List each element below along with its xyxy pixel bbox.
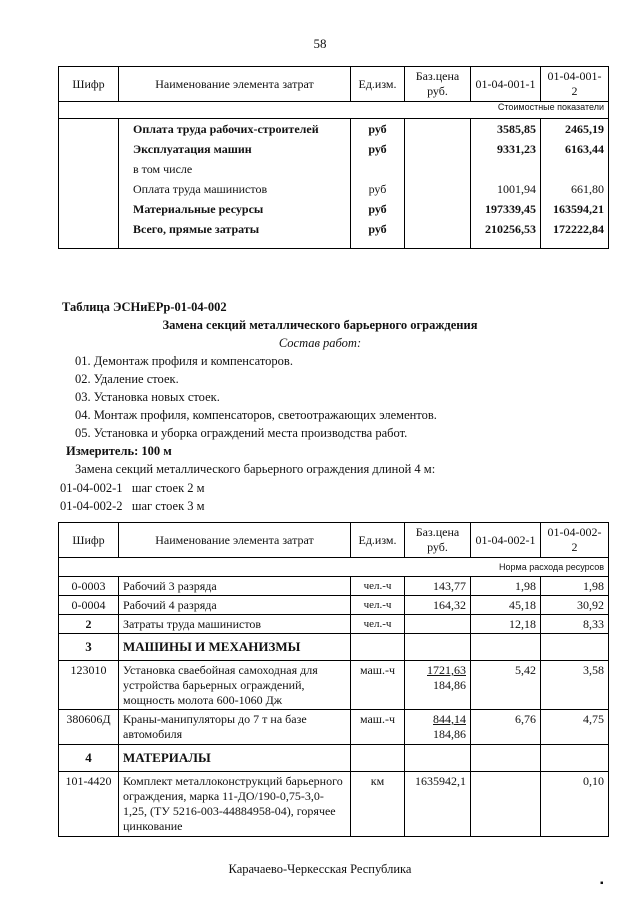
cell-value-1: 5,42 <box>471 661 541 710</box>
price-total: 1721,63 <box>427 663 466 677</box>
cell-value-1: 1,98 <box>471 577 541 596</box>
cell-name: Всего, прямые затраты <box>119 219 351 249</box>
cell-value-2: 163594,21 <box>541 199 609 219</box>
cell-name: Затраты труда машинистов <box>119 615 351 634</box>
cell-price: 143,77 <box>405 577 471 596</box>
resource-norms-table <box>58 522 609 837</box>
cell-value-2: 8,33 <box>541 615 609 634</box>
scan-mark: ▪ <box>600 878 604 889</box>
cell-value-2: 30,92 <box>541 596 609 615</box>
price-labor: 184,86 <box>433 678 466 692</box>
work-item: 05. Установка и уборка ограждений места производства работ. <box>75 426 408 440</box>
cell-code: 101-4420 <box>59 772 119 837</box>
cell-code: 123010 <box>59 661 119 710</box>
table-subheader: Норма расхода ресурсов <box>59 558 609 577</box>
cell-value-1: 6,76 <box>471 710 541 745</box>
cell-price: 1635942,1 <box>405 772 471 837</box>
cell-name: Краны-манипуляторы до 7 т на базе автомобиля <box>119 710 351 745</box>
cell-value-1: 210256,53 <box>471 219 541 249</box>
table-row <box>59 661 609 710</box>
cell-value-1: 9331,23 <box>471 139 541 159</box>
cell-name: Установка сваебойная самоходная для устройства барьерных ограждений, мощность молота 600-1060 Дж <box>119 661 351 710</box>
cell-price: 164,32 <box>405 596 471 615</box>
cell-unit: маш.-ч <box>351 710 405 745</box>
col-header-name: Наименование элемента затрат <box>119 67 351 102</box>
col-header-variant-1: 01-04-001-1 <box>471 67 541 102</box>
cell-price <box>405 615 471 634</box>
cell-code: 2 <box>59 615 119 634</box>
col-header-variant-1: 01-04-002-1 <box>471 523 541 558</box>
cell-value-1: 197339,45 <box>471 199 541 219</box>
section-row <box>59 745 609 772</box>
cell-value-2: 2465,19 <box>541 119 609 140</box>
cell-price <box>405 661 471 710</box>
cell-code: 0-0003 <box>59 577 119 596</box>
cell-unit: чел.-ч <box>351 615 405 634</box>
description: Замена секций металлического барьерного ограждения длиной 4 м: <box>75 462 436 476</box>
price-labor: 184,86 <box>433 727 466 741</box>
cell-name: в том числе <box>119 159 351 179</box>
cell-name: Рабочий 4 разряда <box>119 596 351 615</box>
section-row <box>59 634 609 661</box>
cell-value-2: 661,80 <box>541 179 609 199</box>
cell-unit: чел.-ч <box>351 596 405 615</box>
cell-unit: руб <box>351 179 405 199</box>
composition-heading: Состав работ: <box>278 336 362 350</box>
cell-value-2: 1,98 <box>541 577 609 596</box>
col-header-unit: Ед.изм. <box>351 523 405 558</box>
variant-line <box>60 481 205 496</box>
cell-unit: км <box>351 772 405 837</box>
cell-code: 0-0004 <box>59 596 119 615</box>
cell-value-2: 3,58 <box>541 661 609 710</box>
table-header-row <box>59 523 609 558</box>
cell-code: 380606Д <box>59 710 119 745</box>
col-header-variant-2: 01-04-002-2 <box>541 523 609 558</box>
table-header-row <box>59 67 609 102</box>
cell-unit: руб <box>351 219 405 249</box>
meter: Измеритель: 100 м <box>66 444 172 458</box>
table-row <box>59 119 609 140</box>
page-number: 58 <box>313 36 327 51</box>
work-item: 04. Монтаж профиля, компенсаторов, светоотражающих элементов. <box>75 408 437 422</box>
table-subheader: Стоимостные показатели <box>59 102 609 119</box>
variant-text: шаг стоек 2 м <box>131 481 205 495</box>
cell-name: Эксплуатация машин <box>119 139 351 159</box>
cell-value-2: 0,10 <box>541 772 609 837</box>
table-title: Таблица ЭСНиЕРр-01-04-002 <box>62 300 227 314</box>
table-row <box>59 159 609 179</box>
table-row <box>59 139 609 159</box>
col-header-base-price: Баз.цена руб. <box>405 67 471 102</box>
table-row <box>59 772 609 837</box>
section-subtitle: Замена секций металлического барьерного ограждения <box>162 318 478 332</box>
cell-unit: маш.-ч <box>351 661 405 710</box>
section-name: МАТЕРИАЛЫ <box>119 745 351 772</box>
cell-value-1: 3585,85 <box>471 119 541 140</box>
col-header-code: Шифр <box>59 523 119 558</box>
cell-value-2: 6163,44 <box>541 139 609 159</box>
variant-code: 01-04-002-2 <box>60 499 123 513</box>
table-row <box>59 199 609 219</box>
section-code: 3 <box>59 634 119 661</box>
work-item: 03. Установка новых стоек. <box>75 390 220 404</box>
cell-value-2: 172222,84 <box>541 219 609 249</box>
cell-name: Материальные ресурсы <box>119 199 351 219</box>
cell-unit: чел.-ч <box>351 577 405 596</box>
work-item: 02. Удаление стоек. <box>75 372 179 386</box>
table-row <box>59 710 609 745</box>
variant-text: шаг стоек 3 м <box>131 499 205 513</box>
cell-unit: руб <box>351 139 405 159</box>
variant-code: 01-04-002-1 <box>60 481 123 495</box>
table-row <box>59 577 609 596</box>
section-code: 4 <box>59 745 119 772</box>
col-header-name: Наименование элемента затрат <box>119 523 351 558</box>
cell-name: Оплата труда рабочих-строителей <box>119 119 351 140</box>
page-footer: Карачаево-Черкесская Республика <box>228 862 412 876</box>
cell-unit: руб <box>351 199 405 219</box>
table-row <box>59 596 609 615</box>
cell-name: Комплект металлоконструкций барьерного ограждения, марка 11-ДО/190-0,75-3,0-1,25, (ТУ 5216-003-44884958-04), горячее цинкование <box>119 772 351 837</box>
table-row <box>59 615 609 634</box>
variant-line <box>60 499 205 514</box>
col-header-base-price: Баз.цена руб. <box>405 523 471 558</box>
col-header-code: Шифр <box>59 67 119 102</box>
col-header-unit: Ед.изм. <box>351 67 405 102</box>
table-row <box>59 219 609 249</box>
cell-value-2: 4,75 <box>541 710 609 745</box>
cell-value-1: 12,18 <box>471 615 541 634</box>
section-name: МАШИНЫ И МЕХАНИЗМЫ <box>119 634 351 661</box>
cost-indicators-table <box>58 66 609 249</box>
cell-unit: руб <box>351 119 405 140</box>
col-header-variant-2: 01-04-001-2 <box>541 67 609 102</box>
table-row <box>59 179 609 199</box>
cell-name: Рабочий 3 разряда <box>119 577 351 596</box>
cell-value-1 <box>471 772 541 837</box>
work-item: 01. Демонтаж профиля и компенсаторов. <box>75 354 293 368</box>
cell-name: Оплата труда машинистов <box>119 179 351 199</box>
cell-value-1: 1001,94 <box>471 179 541 199</box>
price-total: 844,14 <box>433 712 466 726</box>
cell-value-1: 45,18 <box>471 596 541 615</box>
cell-price <box>405 710 471 745</box>
